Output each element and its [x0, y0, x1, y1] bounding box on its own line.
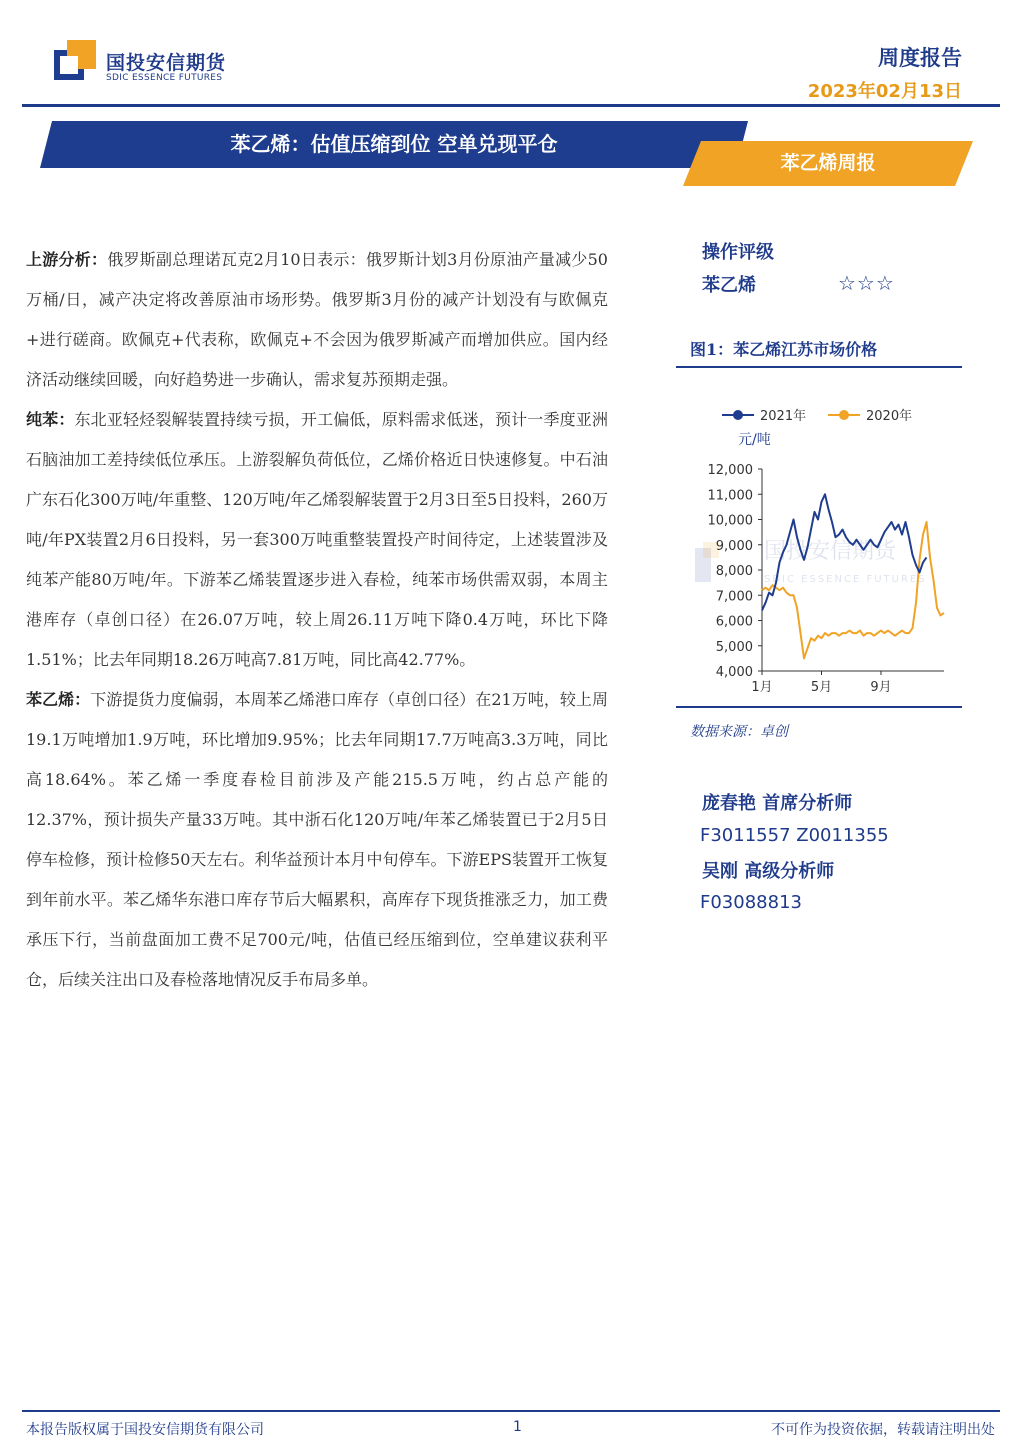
chart-legend	[722, 408, 912, 424]
rating-item: 苯乙烯	[702, 275, 756, 296]
header-divider	[22, 104, 1000, 107]
analyst-name: 庞春艳 首席分析师	[702, 793, 853, 814]
footer-copyright: 本报告版权属于国投安信期货有限公司	[26, 1422, 264, 1438]
y-tick-label: 6,000	[715, 614, 753, 630]
paragraph-text: 下游提货力度偏弱，本周苯乙烯港口库存（卓创口径）在21万吨，较上周19.1万吨增加1.9万吨，环比增加9.95%；比去年同期17.7万吨高3.3万吨，同比高18.64%。苯乙烯一季度春检目前涉及产能215.5万吨，约占总产能的12.37%，预计损失产量33万吨。其中浙石化120万吨/年苯乙烯装置已于2月5日停车检修，预计检修50天左右。利华益预计本月中旬停车。下游EPS装置开工恢复到年前水平。苯乙烯华东港口库存节后大幅累积，高库存下现货推涨乏力，加工费承压下行，当前盘面加工费不足700元/吨，估值已经压缩到位，空单建议获利平仓，后续关注出口及春检落地情况反手布局多单。	[26, 690, 608, 989]
company-logo-icon	[54, 40, 96, 82]
y-tick-label: 7,000	[715, 589, 753, 605]
report-tag: 苯乙烯周报	[780, 152, 876, 174]
paragraph-benzene	[26, 400, 608, 680]
y-tick-label: 4,000	[715, 665, 753, 680]
analyst-license: F03088813	[700, 892, 802, 913]
paragraph-lead: 苯乙烯：	[26, 690, 91, 709]
rating-title: 操作评级	[702, 242, 774, 263]
price-chart	[676, 396, 962, 702]
watermark-cn: 国投安信期货	[764, 539, 897, 564]
logo-text-cn: 国投安信期货	[106, 52, 227, 74]
page-number: 1	[513, 1419, 522, 1435]
legend-swatch-marker	[733, 410, 743, 420]
report-type: 周度报告	[878, 46, 962, 70]
legend-label: 2021年	[760, 409, 807, 424]
paragraph-upstream	[26, 240, 608, 400]
figure-divider-top	[676, 366, 962, 368]
logo-text-en: SDIC ESSENCE FUTURES	[106, 73, 223, 83]
footer-disclaimer: 不可作为投资依据，转载请注明出处	[771, 1422, 995, 1438]
y-axis-label: 元/吨	[738, 432, 771, 448]
paragraph-lead: 上游分析：	[26, 250, 108, 269]
analyst-license: F3011557 Z0011355	[700, 825, 889, 846]
y-tick-label: 9,000	[715, 538, 753, 554]
paragraph-styrene	[26, 680, 608, 1000]
footer-divider	[22, 1410, 1000, 1412]
y-tick-label: 12,000	[707, 463, 753, 478]
legend-label: 2020年	[866, 409, 913, 424]
report-date: 2023年02月13日	[807, 81, 962, 102]
legend-swatch-marker	[839, 410, 849, 420]
report-title: 苯乙烯：估值压缩到位 空单兑现平仓	[230, 132, 558, 156]
main-article	[26, 240, 608, 1000]
x-tick-label: 1月	[751, 680, 773, 695]
rating-stars: ☆☆☆	[838, 271, 895, 295]
paragraph-text: 东北亚轻烃裂解装置持续亏损，开工偏低，原料需求低迷，预计一季度亚洲石脑油加工差持续低位承压。上游裂解负荷低位，乙烯价格近日快速修复。中石油广东石化300万吨/年重整、120万吨/年乙烯裂解装置于2月3日至5日投料，260万吨/年PX装置2月6日投料，另一套300万吨重整装置投产时间待定，上述装置涉及纯苯产能80万吨/年。下游苯乙烯装置逐步进入春检，纯苯市场供需双弱，本周主港库存（卓创口径）在26.07万吨，较上周26.11万吨下降0.4万吨，环比下降1.51%；比去年同期18.26万吨高7.81万吨，同比高42.77%。	[26, 410, 608, 669]
y-tick-label: 10,000	[707, 513, 753, 529]
figure-title: 图1：苯乙烯江苏市场价格	[690, 340, 878, 359]
y-tick-label: 11,000	[707, 488, 753, 504]
paragraph-lead: 纯苯：	[26, 410, 75, 429]
analyst-name: 吴刚 高级分析师	[702, 861, 835, 882]
figure-divider-bottom	[676, 706, 962, 708]
watermark-en: SDIC ESSENCE FUTURES	[764, 574, 927, 585]
y-tick-label: 5,000	[715, 639, 753, 655]
x-tick-label: 9月	[870, 680, 892, 695]
paragraph-text: 俄罗斯副总理诺瓦克2月10日表示：俄罗斯计划3月份原油产量减少50万桶/日，减产决定将改善原油市场形势。俄罗斯3月份的减产计划没有与欧佩克+进行磋商。欧佩克+代表称，欧佩克+不会因为俄罗斯减产而增加供应。国内经济活动继续回暖，向好趋势进一步确认，需求复苏预期走强。	[26, 250, 608, 389]
x-tick-label: 5月	[810, 680, 833, 695]
figure-source: 数据来源：卓创	[690, 724, 788, 740]
y-tick-label: 8,000	[715, 564, 753, 579]
